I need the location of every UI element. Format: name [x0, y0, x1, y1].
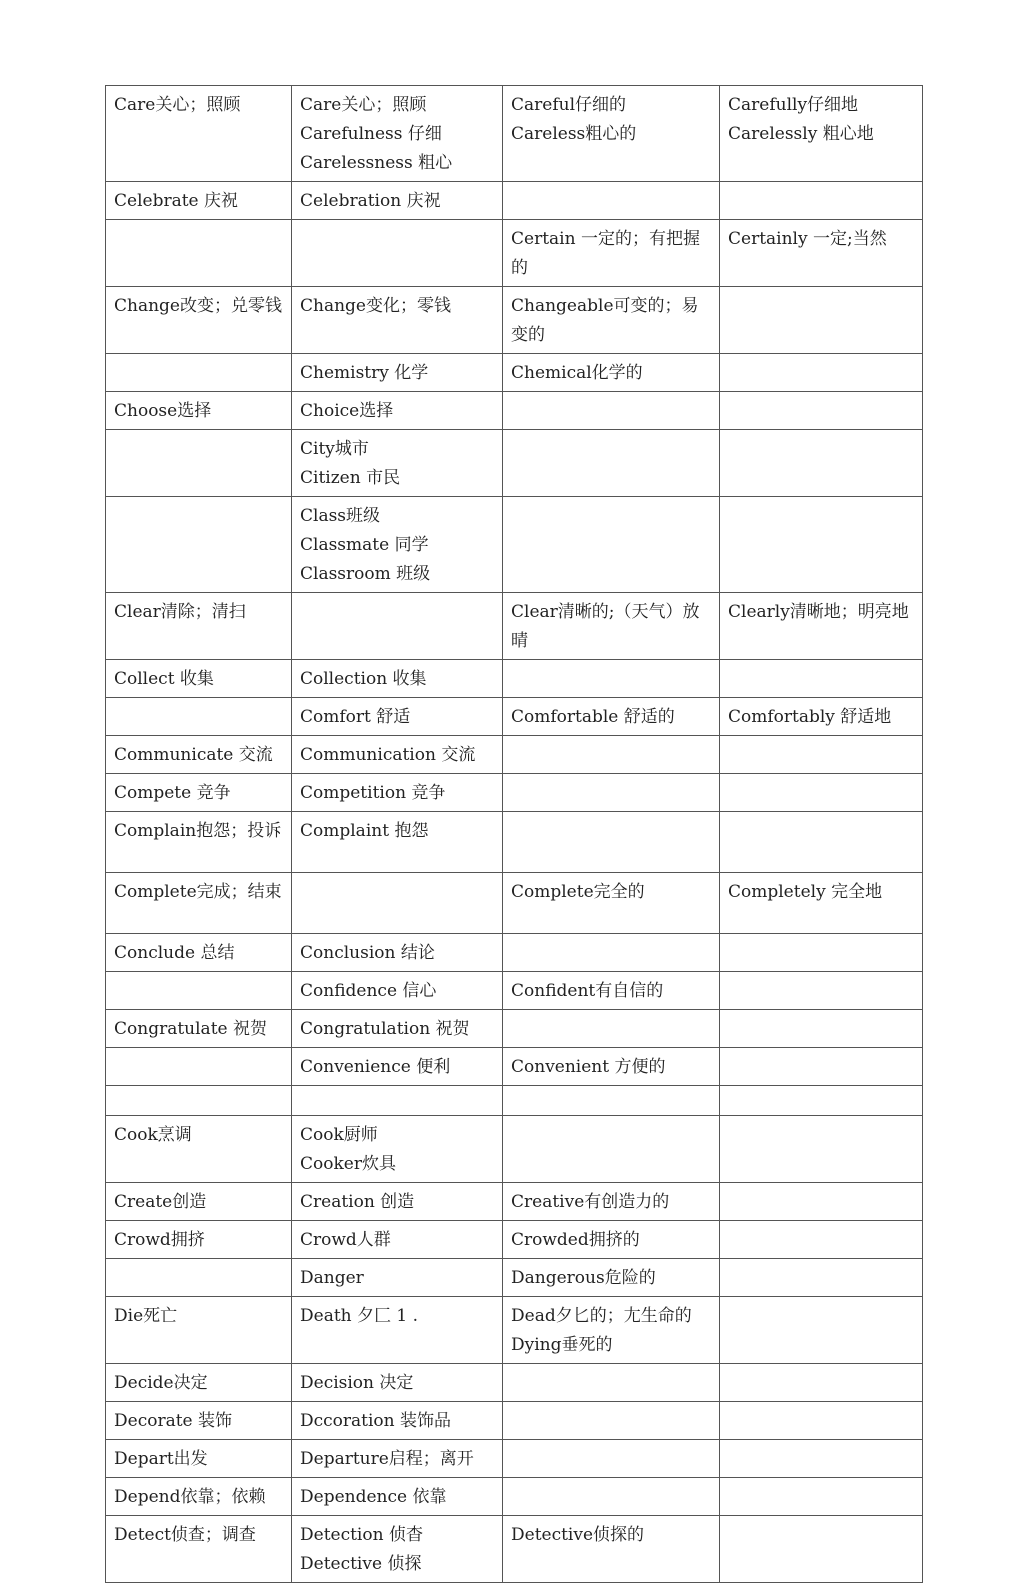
table-cell-noun-form [292, 1516, 503, 1583]
table-cell-base-verb [106, 1086, 292, 1116]
word-entry: Chemistry 化学 [300, 363, 429, 383]
table-cell-adjective-form [503, 972, 720, 1010]
table-cell-noun-form [292, 86, 503, 182]
word-entry: Creative有创造力的 [511, 1192, 670, 1212]
table-cell-adjective-form [503, 1364, 720, 1402]
word-entry: Conclusion 结论 [300, 943, 435, 963]
word-entry: Comfortably 舒适地 [728, 707, 892, 727]
word-entry: Decorate 装饰 [114, 1411, 233, 1431]
table-cell-noun-form [292, 873, 503, 934]
word-entry: Dangerous危险的 [511, 1268, 656, 1288]
word-entry: Complete完成；结束 [114, 882, 282, 902]
table-row [106, 1086, 923, 1116]
table-cell-base-verb [106, 660, 292, 698]
table-cell-adverb-form [720, 1402, 923, 1440]
table-row [106, 1478, 923, 1516]
table-row [106, 1364, 923, 1402]
table-cell-adjective-form [503, 220, 720, 287]
word-entry: Clearly清晰地；明亮地 [728, 602, 909, 622]
word-entry: Crowd人群 [300, 1230, 391, 1250]
word-entry: Congratulation 祝贺 [300, 1019, 470, 1039]
table-row [106, 698, 923, 736]
word-entry: Complete完全的 [511, 882, 645, 902]
table-row [106, 660, 923, 698]
table-cell-adjective-form [503, 934, 720, 972]
table-row [106, 354, 923, 392]
table-cell-noun-form [292, 593, 503, 660]
word-entry: Create创造 [114, 1192, 207, 1212]
table-cell-base-verb [106, 1297, 292, 1364]
table-row [106, 182, 923, 220]
table-cell-adjective-form [503, 1440, 720, 1478]
word-entry: Congratulate 祝贺 [114, 1019, 267, 1039]
word-entry: Careless粗心的 [511, 124, 637, 144]
table-cell-noun-form [292, 1440, 503, 1478]
table-cell-noun-form [292, 497, 503, 593]
table-cell-noun-form [292, 354, 503, 392]
word-entry: Communicate 交流 [114, 745, 273, 765]
table-cell-adverb-form [720, 873, 923, 934]
word-entry: Departure启程；离开 [300, 1449, 474, 1469]
table-cell-base-verb [106, 934, 292, 972]
word-entry: Complaint 抱怨 [300, 821, 429, 841]
table-cell-base-verb [106, 1478, 292, 1516]
table-cell-adjective-form [503, 1086, 720, 1116]
table-row [106, 934, 923, 972]
table-cell-adjective-form [503, 430, 720, 497]
table-cell-noun-form [292, 1048, 503, 1086]
word-entry: Carefulness 仔细 [300, 124, 442, 144]
word-entry: Detective 侦探 [300, 1554, 422, 1574]
table-cell-adverb-form [720, 1478, 923, 1516]
table-cell-adverb-form [720, 972, 923, 1010]
word-entry: Clear清晰的;（天气）放晴 [511, 602, 700, 651]
word-entry: Crowd拥挤 [114, 1230, 205, 1250]
word-entry: Carefully仔细地 [728, 95, 859, 115]
table-row [106, 220, 923, 287]
word-entry: Careful仔细的 [511, 95, 627, 115]
table-cell-adjective-form [503, 698, 720, 736]
table-cell-adjective-form [503, 86, 720, 182]
table-cell-base-verb [106, 1402, 292, 1440]
table-cell-adjective-form [503, 1516, 720, 1583]
word-entry: Cook厨师 [300, 1125, 378, 1145]
table-cell-adverb-form [720, 1048, 923, 1086]
table-cell-adjective-form [503, 354, 720, 392]
word-entry: Confidence 信心 [300, 981, 437, 1001]
table-cell-adverb-form [720, 354, 923, 392]
word-entry: Cook烹调 [114, 1125, 192, 1145]
table-cell-noun-form [292, 1478, 503, 1516]
word-entry: Danger [300, 1268, 364, 1288]
word-entry: Depend依靠；依赖 [114, 1487, 266, 1507]
table-cell-adjective-form [503, 1259, 720, 1297]
vocabulary-table [105, 85, 923, 1583]
table-cell-base-verb [106, 182, 292, 220]
table-cell-base-verb [106, 287, 292, 354]
word-entry: Dead夕匕的；尢生命的 [511, 1306, 692, 1326]
table-row [106, 1440, 923, 1478]
table-cell-base-verb [106, 1259, 292, 1297]
word-entry: Changeable可变的；易变的 [511, 296, 699, 345]
table-row [106, 873, 923, 934]
table-cell-adjective-form [503, 593, 720, 660]
word-entry: Detect侦查；调查 [114, 1525, 256, 1545]
table-cell-base-verb [106, 1048, 292, 1086]
word-entry: Creation 创造 [300, 1192, 415, 1212]
table-row [106, 1048, 923, 1086]
table-cell-adjective-form [503, 1221, 720, 1259]
table-cell-noun-form [292, 660, 503, 698]
table-cell-noun-form [292, 287, 503, 354]
table-cell-base-verb [106, 1440, 292, 1478]
word-entry: Die死亡 [114, 1306, 178, 1326]
table-cell-adjective-form [503, 1478, 720, 1516]
table-cell-noun-form [292, 812, 503, 873]
table-cell-base-verb [106, 774, 292, 812]
word-entry: Celebration 庆祝 [300, 191, 441, 211]
table-cell-adjective-form [503, 497, 720, 593]
table-cell-adverb-form [720, 1364, 923, 1402]
word-entry: Care关心；照顾 [300, 95, 427, 115]
word-entry: Certainly 一定;当然 [728, 229, 887, 249]
table-row [106, 392, 923, 430]
word-entry: Depart出发 [114, 1449, 208, 1469]
table-row [106, 736, 923, 774]
word-entry: Classroom 班级 [300, 564, 431, 584]
word-entry: Choose选择 [114, 401, 212, 421]
vocabulary-table-body [106, 86, 923, 1583]
table-cell-adverb-form [720, 1010, 923, 1048]
table-row [106, 497, 923, 593]
word-entry: Carelessly 粗心地 [728, 124, 874, 144]
table-row [106, 1297, 923, 1364]
table-cell-adjective-form [503, 660, 720, 698]
table-cell-adverb-form [720, 1516, 923, 1583]
table-cell-base-verb [106, 736, 292, 774]
word-entry: Carelessness 粗心 [300, 153, 453, 173]
table-cell-base-verb [106, 220, 292, 287]
table-cell-base-verb [106, 812, 292, 873]
table-cell-adverb-form [720, 934, 923, 972]
table-row [106, 1010, 923, 1048]
table-cell-adverb-form [720, 1297, 923, 1364]
word-entry: Detective侦探的 [511, 1525, 645, 1545]
word-entry: Crowded拥挤的 [511, 1230, 640, 1250]
table-cell-adjective-form [503, 1297, 720, 1364]
table-row [106, 1221, 923, 1259]
word-entry: Care关心；照顾 [114, 95, 241, 115]
table-cell-adjective-form [503, 1183, 720, 1221]
word-entry: Collection 收集 [300, 669, 427, 689]
table-cell-adverb-form [720, 220, 923, 287]
word-entry: Completely 完全地 [728, 882, 883, 902]
table-row [106, 593, 923, 660]
word-entry: Dependence 依靠 [300, 1487, 447, 1507]
table-cell-adjective-form [503, 873, 720, 934]
table-cell-noun-form [292, 1183, 503, 1221]
word-entry: Collect 收集 [114, 669, 214, 689]
word-entry: Comfort 舒适 [300, 707, 411, 727]
table-cell-noun-form [292, 1086, 503, 1116]
table-cell-adverb-form [720, 660, 923, 698]
table-cell-adverb-form [720, 736, 923, 774]
table-cell-adjective-form [503, 392, 720, 430]
table-row [106, 1116, 923, 1183]
word-entry: Change改变；兑零钱 [114, 296, 282, 316]
table-cell-adjective-form [503, 774, 720, 812]
table-cell-adverb-form [720, 1183, 923, 1221]
word-entry: Detection 侦杳 [300, 1525, 423, 1545]
table-cell-base-verb [106, 1516, 292, 1583]
table-cell-noun-form [292, 1402, 503, 1440]
table-row [106, 1402, 923, 1440]
word-entry: Compete 竞争 [114, 783, 231, 803]
word-entry: Decide决定 [114, 1373, 208, 1393]
table-cell-noun-form [292, 972, 503, 1010]
table-cell-base-verb [106, 86, 292, 182]
table-cell-base-verb [106, 1183, 292, 1221]
table-cell-adverb-form [720, 698, 923, 736]
table-cell-adverb-form [720, 287, 923, 354]
word-entry: Certain 一定的；有把握的 [511, 229, 700, 278]
word-entry: Cooker炊具 [300, 1154, 396, 1174]
word-entry: Choice选择 [300, 401, 394, 421]
word-entry: Communication 交流 [300, 745, 476, 765]
table-cell-adverb-form [720, 430, 923, 497]
word-entry: Complain抱怨；投诉 [114, 821, 282, 841]
table-cell-base-verb [106, 873, 292, 934]
word-entry: Convenience 便利 [300, 1057, 451, 1077]
table-cell-noun-form [292, 220, 503, 287]
table-cell-noun-form [292, 736, 503, 774]
table-cell-base-verb [106, 593, 292, 660]
table-cell-noun-form [292, 392, 503, 430]
table-cell-base-verb [106, 1116, 292, 1183]
word-entry: Dying垂死的 [511, 1335, 613, 1355]
word-entry: Confident有自信的 [511, 981, 664, 1001]
table-cell-adverb-form [720, 1440, 923, 1478]
table-cell-adverb-form [720, 182, 923, 220]
word-entry: Convenient 方便的 [511, 1057, 666, 1077]
table-row [106, 86, 923, 182]
table-cell-adverb-form [720, 812, 923, 873]
table-cell-noun-form [292, 934, 503, 972]
table-cell-adjective-form [503, 1402, 720, 1440]
table-row [106, 1516, 923, 1583]
word-entry: Classmate 同学 [300, 535, 429, 555]
table-row [106, 812, 923, 873]
table-cell-base-verb [106, 698, 292, 736]
table-row [106, 774, 923, 812]
table-cell-base-verb [106, 354, 292, 392]
word-entry: Dccoration 装饰品 [300, 1411, 452, 1431]
table-cell-adverb-form [720, 497, 923, 593]
table-cell-adverb-form [720, 392, 923, 430]
word-entry: Chemical化学的 [511, 363, 643, 383]
table-cell-noun-form [292, 430, 503, 497]
word-entry: Change变化；零钱 [300, 296, 451, 316]
table-cell-adjective-form [503, 736, 720, 774]
word-entry: Clear清除；清扫 [114, 602, 246, 622]
word-entry: Comfortable 舒适的 [511, 707, 675, 727]
table-row [106, 430, 923, 497]
word-entry: Competition 竞争 [300, 783, 446, 803]
table-cell-adjective-form [503, 812, 720, 873]
table-cell-adverb-form [720, 1221, 923, 1259]
table-cell-adjective-form [503, 1116, 720, 1183]
table-row [106, 1259, 923, 1297]
table-cell-base-verb [106, 1221, 292, 1259]
word-entry: Celebrate 庆祝 [114, 191, 239, 211]
table-row [106, 287, 923, 354]
table-cell-adjective-form [503, 1010, 720, 1048]
table-cell-base-verb [106, 1364, 292, 1402]
word-entry: Death 夕匚 1 . [300, 1306, 419, 1326]
table-cell-adverb-form [720, 1086, 923, 1116]
table-cell-adjective-form [503, 182, 720, 220]
table-cell-noun-form [292, 774, 503, 812]
word-entry: Citizen 市民 [300, 468, 401, 488]
table-cell-base-verb [106, 497, 292, 593]
table-cell-adjective-form [503, 287, 720, 354]
table-cell-base-verb [106, 392, 292, 430]
table-cell-adverb-form [720, 774, 923, 812]
table-cell-adverb-form [720, 1116, 923, 1183]
table-cell-adverb-form [720, 86, 923, 182]
word-entry: Class班级 [300, 506, 381, 526]
table-cell-noun-form [292, 1259, 503, 1297]
table-cell-noun-form [292, 1221, 503, 1259]
table-cell-adverb-form [720, 1259, 923, 1297]
table-cell-noun-form [292, 1010, 503, 1048]
word-entry: Conclude 总结 [114, 943, 235, 963]
word-entry: City城市 [300, 439, 369, 459]
table-cell-noun-form [292, 1364, 503, 1402]
table-cell-noun-form [292, 1116, 503, 1183]
table-cell-base-verb [106, 1010, 292, 1048]
table-cell-noun-form [292, 1297, 503, 1364]
table-row [106, 1183, 923, 1221]
table-cell-noun-form [292, 698, 503, 736]
table-cell-base-verb [106, 972, 292, 1010]
table-cell-noun-form [292, 182, 503, 220]
table-cell-base-verb [106, 430, 292, 497]
word-entry: Decision 决定 [300, 1373, 414, 1393]
table-cell-adverb-form [720, 593, 923, 660]
table-cell-adjective-form [503, 1048, 720, 1086]
table-row [106, 972, 923, 1010]
